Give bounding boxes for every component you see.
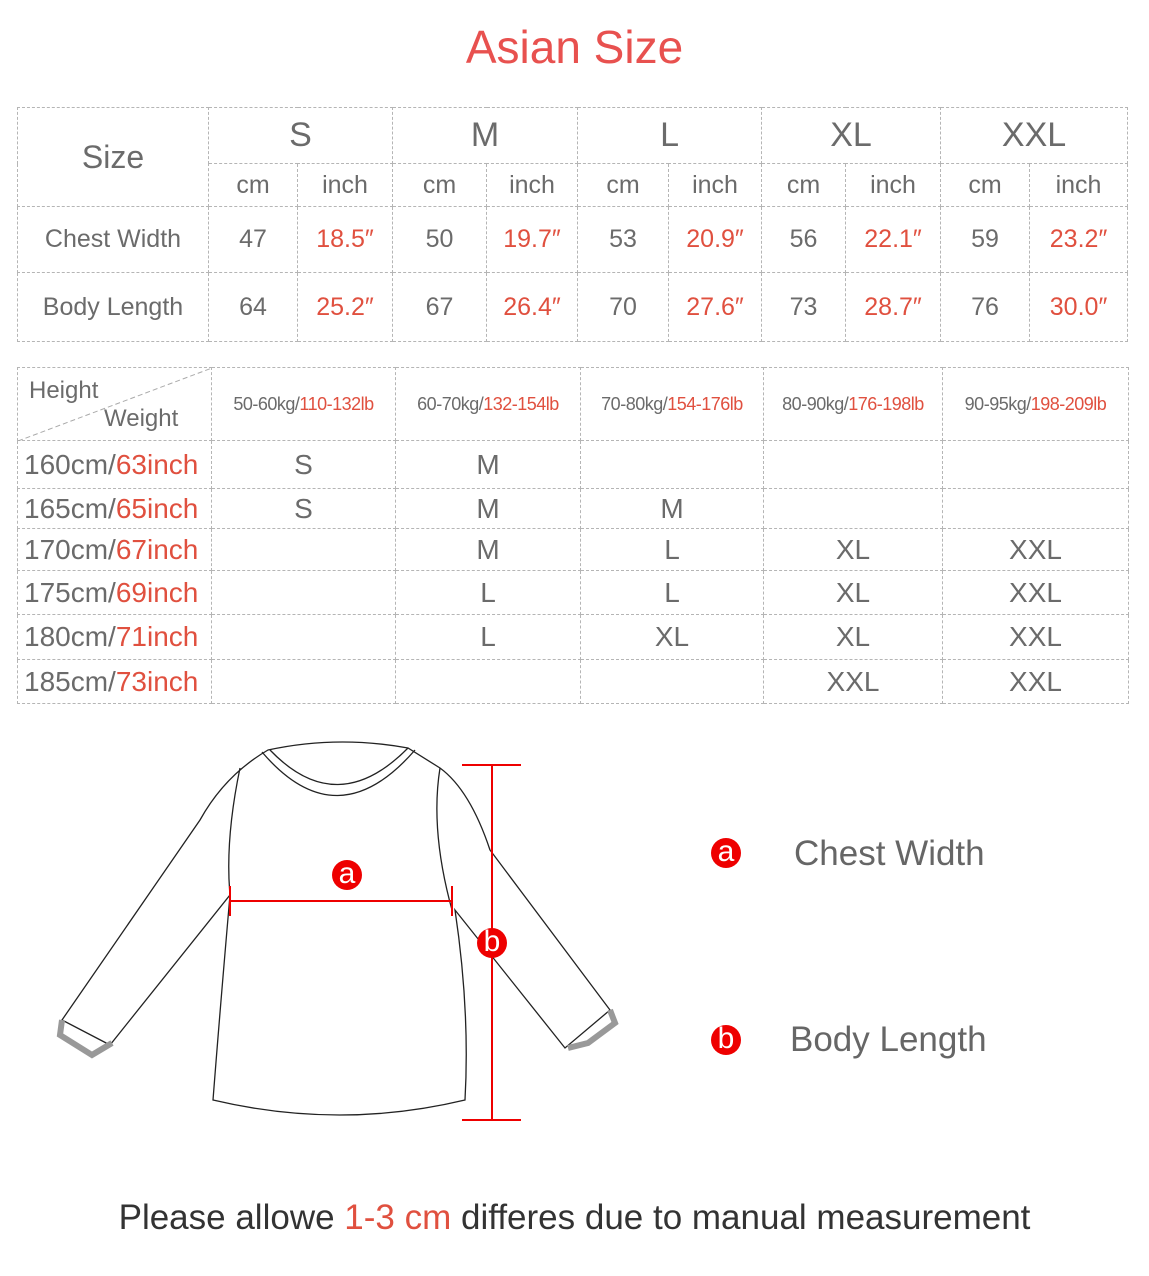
size-cell: L <box>396 571 581 615</box>
value-inch: 18.5″ <box>298 207 393 273</box>
size-cell: M <box>396 489 581 529</box>
size-cell: S <box>212 441 396 489</box>
size-cell: XL <box>581 615 764 660</box>
table-row <box>18 571 1129 615</box>
size-cell: XL <box>764 529 943 571</box>
size-header: L <box>578 108 762 164</box>
unit-header: cm <box>762 164 846 207</box>
unit-header: cm <box>941 164 1030 207</box>
size-cell: M <box>396 529 581 571</box>
size-cell: XXL <box>943 571 1129 615</box>
footer-text: Please allowe <box>118 1198 345 1237</box>
size-cell <box>581 441 764 489</box>
height-inch: 69inch <box>115 576 199 608</box>
height-label <box>18 529 212 571</box>
height-label <box>18 441 212 489</box>
value-cm: 67 <box>393 273 487 342</box>
value-cm: 59 <box>941 207 1030 273</box>
value-cm: 47 <box>209 207 298 273</box>
weight-label: Weight <box>104 405 179 432</box>
size-table <box>17 107 1128 342</box>
height-inch: 63inch <box>115 448 199 480</box>
height-label <box>18 615 212 660</box>
value-inch: 28.7″ <box>846 273 941 342</box>
unit-header: cm <box>578 164 669 207</box>
size-cell: M <box>581 489 764 529</box>
height-label <box>18 489 212 529</box>
weight-lb: 110-132lb <box>299 393 374 414</box>
value-cm: 73 <box>762 273 846 342</box>
size-cell: XXL <box>943 660 1129 704</box>
size-header: XXL <box>941 108 1128 164</box>
height-inch: 67inch <box>115 533 199 565</box>
weight-header <box>764 368 943 441</box>
value-inch: 20.9″ <box>669 207 762 273</box>
size-cell <box>212 529 396 571</box>
value-cm: 56 <box>762 207 846 273</box>
value-inch: 25.2″ <box>298 273 393 342</box>
unit-header: inch <box>487 164 578 207</box>
unit-header: inch <box>846 164 941 207</box>
size-cell <box>581 660 764 704</box>
value-inch: 19.7″ <box>487 207 578 273</box>
size-cell: XXL <box>943 615 1129 660</box>
unit-header: inch <box>298 164 393 207</box>
weight-lb: 198-209lb <box>1030 393 1107 414</box>
size-header: S <box>209 108 393 164</box>
table-row <box>18 489 1129 529</box>
size-cell: XL <box>764 571 943 615</box>
size-cell: XXL <box>764 660 943 704</box>
unit-header: inch <box>669 164 762 207</box>
size-cell <box>764 441 943 489</box>
height-cm: 180cm/ <box>24 621 116 652</box>
footer-note <box>0 1198 1149 1238</box>
unit-header: cm <box>209 164 298 207</box>
size-cell <box>764 489 943 529</box>
unit-header: inch <box>1030 164 1128 207</box>
value-inch: 23.2″ <box>1030 207 1128 273</box>
size-cell: L <box>581 571 764 615</box>
table-row <box>18 660 1129 704</box>
weight-header <box>212 368 396 441</box>
height-inch: 73inch <box>115 665 199 697</box>
weight-lb: 132-154lb <box>483 393 559 414</box>
size-cell: XL <box>764 615 943 660</box>
value-inch: 26.4″ <box>487 273 578 342</box>
table-row <box>18 615 1129 660</box>
size-cell <box>212 660 396 704</box>
size-corner: Size <box>18 108 209 207</box>
value-cm: 50 <box>393 207 487 273</box>
footer-highlight: 1-3 cm <box>344 1198 452 1237</box>
height-cm: 160cm/ <box>24 448 116 480</box>
height-cm: 170cm/ <box>24 533 116 565</box>
marker-a: a <box>332 860 362 890</box>
fit-table <box>17 367 1129 704</box>
table-row <box>18 441 1129 489</box>
shirt-diagram <box>0 730 700 1150</box>
height-inch: 71inch <box>115 621 199 652</box>
size-cell <box>943 489 1129 529</box>
value-cm: 76 <box>941 273 1030 342</box>
size-cell: XXL <box>943 529 1129 571</box>
value-inch: 27.6″ <box>669 273 762 342</box>
size-cell: M <box>396 441 581 489</box>
marker-b: b <box>477 928 507 958</box>
unit-header: cm <box>393 164 487 207</box>
value-cm: 70 <box>578 273 669 342</box>
height-inch: 65inch <box>115 492 199 524</box>
weight-kg: 60-70kg/ <box>417 393 484 414</box>
weight-lb: 154-176lb <box>667 393 743 414</box>
row-label: Chest Width <box>18 207 209 273</box>
footer-text: differes due to manual measurement <box>451 1198 1031 1237</box>
legend-chest-width: Chest Width <box>794 834 985 873</box>
weight-lb: 176-198lb <box>848 393 924 414</box>
weight-kg: 50-60kg/ <box>233 393 300 414</box>
weight-header <box>581 368 764 441</box>
height-cm: 185cm/ <box>24 665 116 697</box>
legend-marker-a: a <box>711 838 741 868</box>
legend-marker-b: b <box>711 1025 741 1055</box>
weight-kg: 90-95kg/ <box>964 393 1031 414</box>
value-inch: 22.1″ <box>846 207 941 273</box>
size-cell <box>943 441 1129 489</box>
height-weight-corner <box>18 368 212 441</box>
weight-kg: 80-90kg/ <box>782 393 849 414</box>
page-title: Asian Size <box>465 21 684 73</box>
size-header: M <box>393 108 578 164</box>
size-header: XL <box>762 108 941 164</box>
height-label <box>18 571 212 615</box>
height-label: Height <box>29 377 99 404</box>
weight-header <box>943 368 1129 441</box>
size-cell <box>212 571 396 615</box>
height-cm: 165cm/ <box>24 492 116 524</box>
row-label: Body Length <box>18 273 209 342</box>
value-inch: 30.0″ <box>1030 273 1128 342</box>
table-row <box>18 529 1129 571</box>
value-cm: 64 <box>209 273 298 342</box>
legend-body-length: Body Length <box>790 1020 987 1059</box>
size-cell: L <box>396 615 581 660</box>
size-cell <box>396 660 581 704</box>
height-cm: 175cm/ <box>24 576 116 608</box>
size-cell: S <box>212 489 396 529</box>
weight-header <box>396 368 581 441</box>
height-label <box>18 660 212 704</box>
weight-kg: 70-80kg/ <box>601 393 668 414</box>
size-cell: L <box>581 529 764 571</box>
value-cm: 53 <box>578 207 669 273</box>
size-cell <box>212 615 396 660</box>
